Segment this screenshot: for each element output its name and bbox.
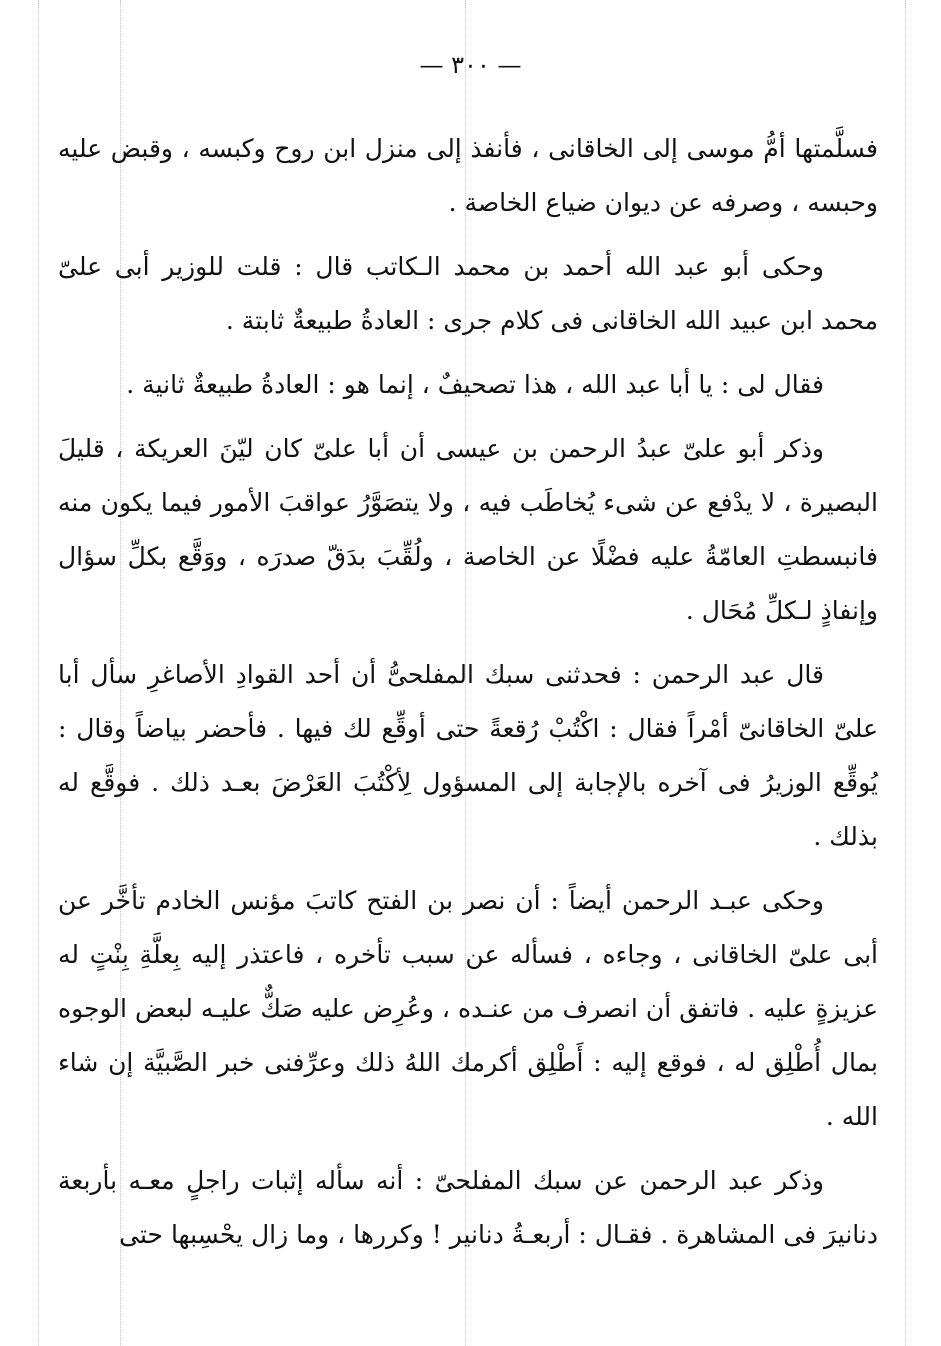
paragraph: فسلَّمتها أمُّ موسى إلى الخاقانى ، فأنفذ إلى منزل ابن روح وكبسه ، وقبض عليه وحبسه ، وصرفه عن ديوان ضياع الخاصة . [58,134,878,217]
page-number: — ٣٠٠ — [419,51,522,79]
paragraph: وحكى عبـد الرحمن أيضاً : أن نصر بن الفتح كاتبَ مؤنس الخادم تأخَّر عن أبى علىّ الخاقانى ، وجاءه ، فسأله عن سبب تأخره ، فاعتذر إليه بِعلَّةِ بِنْتٍ له عزيزةٍ عليه . فاتفق أن انصرف من عنـده ، وعُرِض عليه صَكٌّ عليـه لبعض الوجوه بمال أُطْلِق له ، فوقع إليه : أَطْلِق أكرمك اللهُ ذلك وعرِّفنى خبر الصَّبيَّة إن شاء الله . [58,886,878,1131]
paragraph: فقال لى : يا أبا عبد الله ، هذا تصحيفٌ ، إنما هو : العادةُ طبيعةٌ ثانية . [126,370,824,399]
scan-guide-line [38,0,39,1346]
scan-guide-line [905,0,906,1346]
paragraph: وحكى أبو عبد الله أحمد بن محمد الـكاتب قال : قلت للوزير أبى علىّ محمد ابن عبيد الله الخاقانى فى كلام جرى : العادةُ طبيعةٌ ثابتة . [58,252,878,335]
paragraph: وذكر أبو علىّ عبدُ الرحمن بن عيسى أن أبا علىّ كان ليّنَ العريكة ، قليلَ البصيرة ، لا يدْفع عن شىء يُخاطَب فيه ، ولا يتصَوَّرُ عواقبَ الأمور فيما يكون منه فانبسطتِ العامّةُ عليه فضْلًا عن الخاصة ، ولُقِّبَ بدَقّ صدرَه ، ووَقَّع بكلِّ سؤال وإنفاذٍ لـكلِّ مُحَال . [58,434,878,625]
paragraph: قال عبد الرحمن : فحدثنى سبك المفلحىُّ أن أحد القوادِ الأصاغرِ سأل أبا علىّ الخاقانىّ أمْراً فقال : اكْتُبْ رُقعةً حتى أوقِّع لك فيها . فأحضر بياضاً وقال : يُوقِّع الوزيرُ فى آخره بالإجابة إلى المسؤول لِأكْتُبَ العَرْضَ بعـد ذلك . فوقَّع له بذلك . [58,660,878,851]
paragraph: وذكر عبد الرحمن عن سبك المفلحىّ : أنه سأله إثبات راجلٍ معـه بأربعة دنانيرَ فى المشاهرة . فقـال : أربعـةُ دنانير ! وكررها ، وما زال يحْسِبها حتى [58,1166,878,1249]
body-text [58,122,878,1262]
